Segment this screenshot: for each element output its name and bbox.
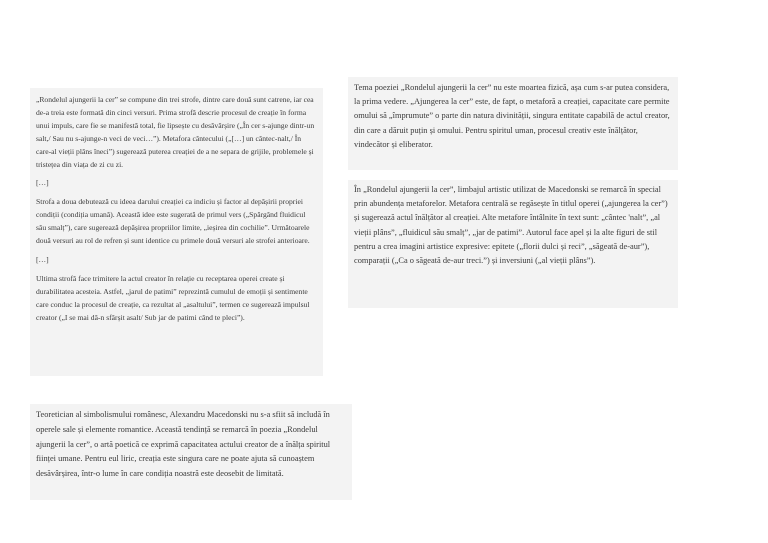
intro-card (30, 404, 352, 500)
structure-card (30, 88, 323, 376)
theme-paragraph: Tema poeziei „Rondelul ajungerii la cer” nu este moartea fizică, așa cum s-ar putea considera, la prima vedere. „Ajungerea la cer” este, de fapt, o metaforă a creației, capacitate care permite omului să „împrumute” o parte din natura divinității, singura entitate capabilă de actul creator, din care a dăruit puțin și omului. Pentru spiritul uman, procesul creativ este înălțător, vindecător și eliberator. (354, 83, 670, 149)
artistic-language-card (348, 180, 678, 308)
theme-card (348, 77, 678, 170)
artistic-language-paragraph: În „Rondelul ajungerii la cer”, limbajul artistic utilizat de Macedonski se remarcă în special prin abundența metaforelor. Metafora centrală se regăsește în titlul operei („ajungerea la cer”) și sugerează actul înălțător al creației. Alte metafore întâlnite în text sunt: „cântec 'nalt”, „al vieții plâns”, „fluidicul său smalț”, „jar de patimi”. Autorul face apel și la alte figuri de stil pentru a crea imagini artistice expresive: epitete („florii dulci și reci”, „săgeată de-aur”), comparații („Ca o săgeată de-aur treci.”) și inversiuni („al vieții plâns”). (354, 185, 668, 266)
ellipsis-marker: […] (36, 178, 49, 188)
ellipsis-marker: […] (36, 254, 49, 264)
paragraph-strofa-3: Ultima strofă face trimitere la actul creator în relație cu receptarea operei create și durabilitatea acesteia. Astfel, „jarul de patimi” reprezintă cumulul de emoții și sentimente care conduc la procesul de creație, ca rezultat al „asaltului”, termen ce sugerează impulsul creator („I se mai dă-n sfârșit asalt/ Sub jar de patimi când te pleci”). (36, 273, 310, 322)
intro-paragraph: Teoretician al simbolismului românesc, Alexandru Macedonski nu s-a sfiit să includă în operele sale și elemente romantice. Această tendință se remarcă în poezia „Rondelul ajungerii la cer”, o artă poetică ce exprimă capacitatea actului creator de a înălța spiritul ființei umane. Pentru eul liric, creația este singura care ne poate ajuta să cunoaștem desăvârșirea, într-o lume în care condiția noastră este deosebit de limitată. (36, 410, 331, 479)
paragraph-strofa-1: „Rondelul ajungerii la cer” se compune din trei strofe, dintre care două sunt catrene, iar cea de-a treia este formată din cinci versuri. Prima strofă descrie procesul de creație în forma unui impuls, care fie se manifestă total, fie lipsește cu desăvârșire („În cer s-ajunge dintr-un salt,/ Sau nu s-ajunge-n veci de veci…”). Metafora cântecului („[…] un cântec-nalt,/ În care-al vieții plâns îneci”) sugerează puterea creației de a ne separa de grijile, problemele și tristețea din viața de zi cu zi. (36, 95, 315, 169)
paragraph-strofa-2: Strofa a doua debutează cu ideea darului creației ca indiciu și factor al depășirii propriei condiții (condiția umană). Această idee este sugerată de primul vers („Spărgând fluidicul său smalț”), care sugerează depășirea propriilor limite, „ieșirea din cochilie”. Următoarele două versuri au rol de refren și sunt identice cu primele două versuri ale strofei anterioare. (36, 197, 310, 246)
